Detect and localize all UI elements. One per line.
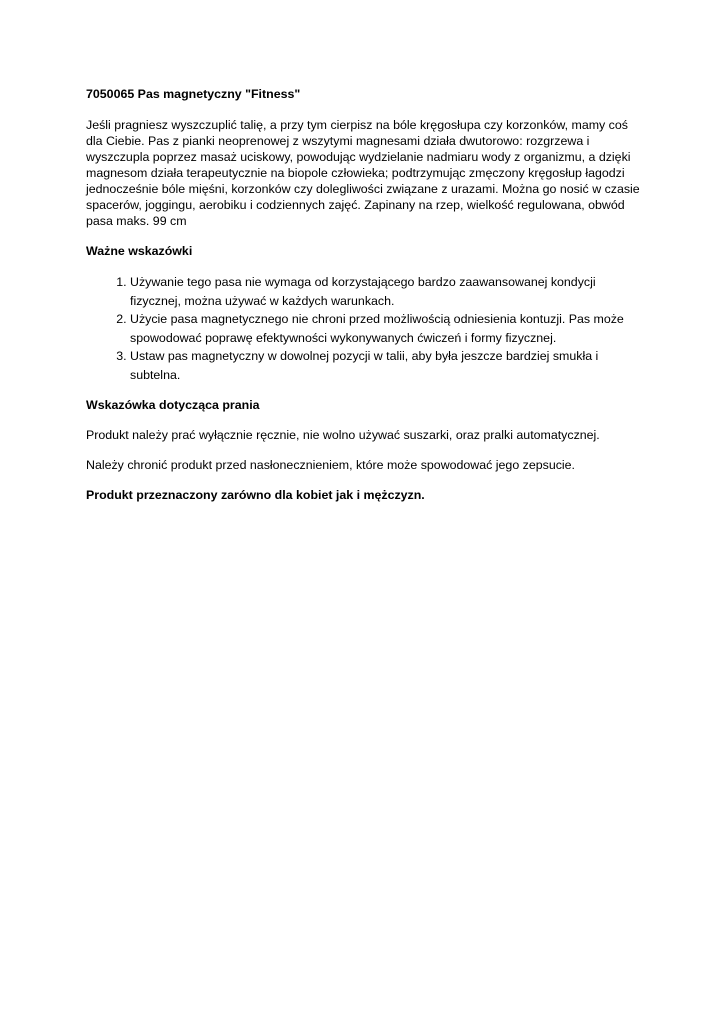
closing-statement: Produkt przeznaczony zarówno dla kobiet jak i mężczyzn.: [86, 488, 425, 502]
tips-heading: Ważne wskazówki: [86, 244, 193, 258]
document-page: [86, 86, 646, 503]
tips-list-item: 1. Używanie tego pasa nie wymaga od korzystającego bardzo zaawansowanej kondycji fizycznej, można używać w każdych warunkach.: [130, 273, 646, 310]
document-title: 7050065 Pas magnetyczny "Fitness": [86, 87, 301, 101]
tips-list: [86, 273, 646, 384]
sun-protection-paragraph: Należy chronić produkt przed nasłonecznieniem, które może spowodować jego zepsucie.: [86, 458, 576, 472]
washing-paragraph: Produkt należy prać wyłącznie ręcznie, nie wolno używać suszarki, oraz pralki automatycznej.: [86, 428, 600, 442]
washing-heading: Wskazówka dotycząca prania: [86, 398, 260, 412]
intro-paragraph: Jeśli pragniesz wyszczuplić talię, a przy tym cierpisz na bóle kręgosłupa czy korzonków, mamy coś dla Ciebie. Pas z pianki neoprenowej z wszytymi magnesami działa dwutorowo: rozgrzewa i wyszczupla poprzez masaż uciskowy, powodując wydzielanie nadmiaru wody z organizmu, a dzięki magnesom działa terapeutycznie na biopole człowieka; podtrzymując zmęczony kręgosłup łagodzi jednocześnie bóle mięśni, korzonków czy dolegliwości związane z urazami. Można go nosić w czasie spacerów, joggingu, aerobiku i codziennych zajęć. Zapinany na rzep, wielkość regulowana, obwód pasa maks. 99 cm: [86, 118, 640, 228]
tips-list-item: 3. Ustaw pas magnetyczny w dowolnej pozycji w talii, aby była jeszcze bardziej smukła i subtelna.: [130, 347, 646, 384]
tips-list-item: 2. Użycie pasa magnetycznego nie chroni przed możliwością odniesienia kontuzji. Pas może spowodować poprawę efektywności wykonywanych ćwiczeń i formy fizycznej.: [130, 310, 646, 347]
